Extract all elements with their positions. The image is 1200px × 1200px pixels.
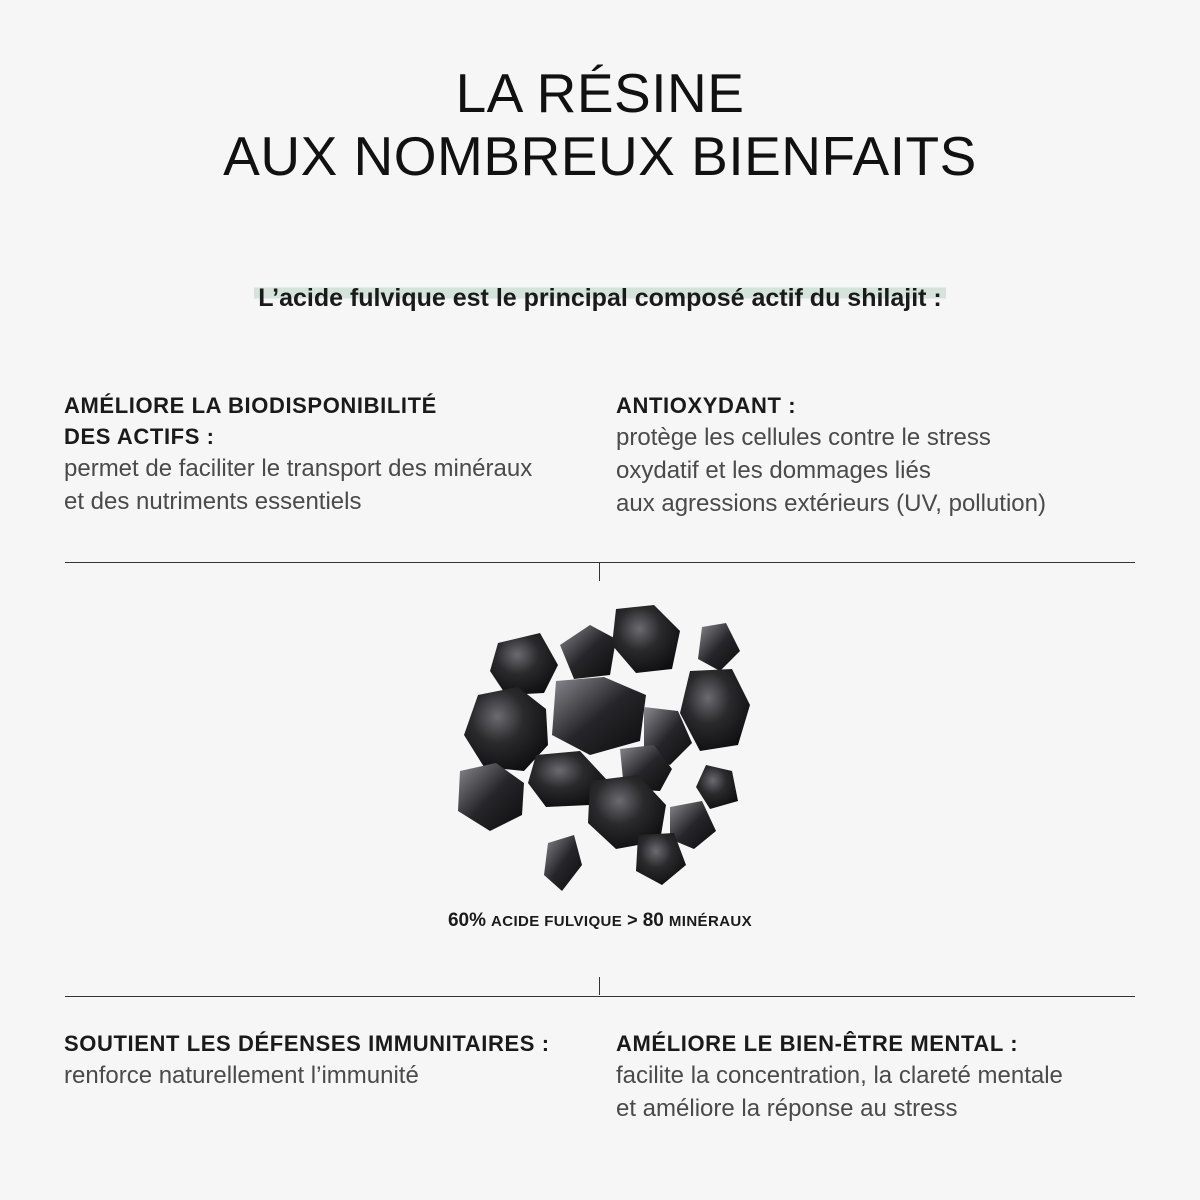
benefit-immune-defense: [64, 1028, 604, 1092]
benefit-antioxidant: [616, 390, 1156, 520]
benefit-description: [64, 452, 604, 518]
divider-bottom-tick: [599, 977, 600, 995]
title-line-2: AUX NOMBREUX BIENFAITS: [223, 125, 977, 187]
divider-top: [65, 562, 1135, 563]
benefit-heading: [616, 390, 1156, 421]
benefit-heading-line: AMÉLIORE LA BIODISPONIBILITÉ: [64, 393, 437, 418]
benefit-text-line: et améliore la réponse au stress: [616, 1095, 958, 1122]
benefit-heading: [64, 1028, 604, 1059]
benefit-text-line: aux agressions extérieurs (UV, pollution): [616, 490, 1046, 517]
caption-separator: >: [627, 910, 638, 930]
benefit-description: [616, 421, 1156, 520]
benefit-heading-line: ANTIOXYDANT :: [616, 393, 797, 418]
benefit-text-line: permet de faciliter le transport des minéraux: [64, 455, 533, 482]
benefit-heading: [64, 390, 604, 452]
benefit-mental-wellbeing: [616, 1028, 1156, 1125]
benefit-text-line: renforce naturellement l’immunité: [64, 1062, 419, 1089]
benefit-heading-line: SOUTIENT LES DÉFENSES IMMUNITAIRES :: [64, 1031, 550, 1056]
benefit-bioavailability: [64, 390, 604, 518]
fulvic-acid-percentage: 60%: [447, 910, 486, 931]
benefit-heading-line: AMÉLIORE LE BIEN-ÊTRE MENTAL :: [616, 1031, 1019, 1056]
benefit-heading-line: DES ACTIFS :: [64, 424, 215, 449]
benefit-text-line: oxydatif et les dommages liés: [616, 457, 931, 484]
benefit-description: [64, 1059, 604, 1092]
divider-top-tick: [599, 563, 600, 581]
benefit-description: [616, 1059, 1156, 1125]
subtitle-container: [0, 284, 1200, 313]
minerals-count: 80: [642, 910, 664, 931]
minerals-label: MINÉRAUX: [668, 913, 753, 930]
divider-bottom: [65, 996, 1135, 997]
benefit-text-line: protège les cellules contre le stress: [616, 424, 991, 451]
benefit-heading: [616, 1028, 1156, 1059]
resin-pieces: [458, 605, 750, 891]
benefit-text-line: facilite la concentration, la clareté mentale: [616, 1062, 1063, 1089]
page-title: [0, 62, 1200, 188]
title-line-1: LA RÉSINE: [455, 62, 745, 124]
benefit-text-line: et des nutriments essentiels: [64, 488, 362, 515]
subtitle-highlighted: L’acide fulvique est le principal composé actif du shilajit :: [254, 284, 946, 313]
shilajit-resin-image: [440, 595, 770, 905]
fulvic-acid-label: ACIDE FULVIQUE: [490, 913, 623, 930]
composition-caption: [0, 910, 1200, 932]
